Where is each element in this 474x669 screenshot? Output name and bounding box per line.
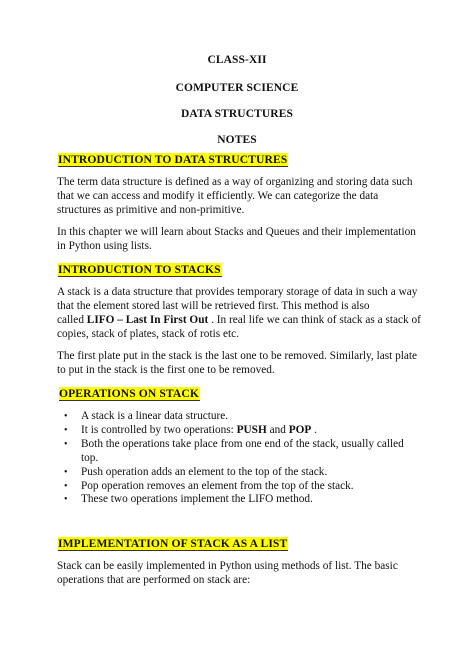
topic-title: DATA STRUCTURES (181, 108, 293, 120)
heading-operations-on-stack: OPERATIONS ON STACK (59, 387, 199, 400)
bullet-icon: • (64, 438, 68, 450)
para-intro-stacks-1: A stack is a data structure that provides temporary storage of data in such a way that the element stored last will be retrieved first. This method is also called LIFO – Last In First Out . In real life we can think of stack as a stack of copies, stack of plates, stack of rotis etc. (57, 286, 425, 342)
bullet-icon: • (64, 480, 68, 492)
para-implementation: Stack can be easily implemented in Python using methods of list. The basic operations that are performed on stack are: (57, 560, 398, 586)
bullet-icon: • (64, 466, 68, 478)
list-item: • A stack is a linear data structure. (64, 410, 229, 422)
lifo-term: LIFO – Last In First Out (86, 313, 209, 326)
list-item: • These two operations implement the LIFO method. (64, 493, 313, 506)
heading-implementation-stack-list: IMPLEMENTATION OF STACK AS A LIST (58, 537, 288, 550)
list-item: • Push operation adds an element to the top of the stack. (64, 465, 328, 478)
lifo-line: called LIFO – Last In First Out . In real life we can think of stack as a stack of (57, 313, 421, 326)
para-intro-stacks-2: The first plate put in the stack is the last one to be removed. Similarly, last plate to put in the stack is the first one to be removed. (57, 350, 418, 376)
subject-title: COMPUTER SCIENCE (175, 82, 299, 94)
notes-title: NOTES (217, 134, 257, 146)
heading-intro-stacks: INTRODUCTION TO STACKS (58, 263, 221, 276)
bullet-icon: • (64, 494, 68, 506)
list-item: • It is controlled by two operations: PUSH and POP . (64, 423, 317, 436)
list-item: • Pop operation removes an element from the top of the stack. (64, 479, 354, 492)
bullet-icon: • (64, 424, 68, 436)
heading-intro-data-structures: INTRODUCTION TO DATA STRUCTURES (58, 153, 288, 166)
operations-list (57, 410, 427, 507)
para-intro-ds-2: In this chapter we will learn about Stacks and Queues and their implementation in Python using lists. (57, 226, 416, 252)
bullet-icon: • (64, 411, 68, 422)
list-item: • Both the operations take place from one end of the stack, usually called top. (64, 437, 404, 464)
class-title: CLASS-XII (207, 54, 267, 66)
para-intro-ds-1: The term data structure is defined as a way of organizing and storing data such that we can access and modify it efficiently. We can categorize the data structures as primitive and non-primitive. (57, 176, 413, 216)
